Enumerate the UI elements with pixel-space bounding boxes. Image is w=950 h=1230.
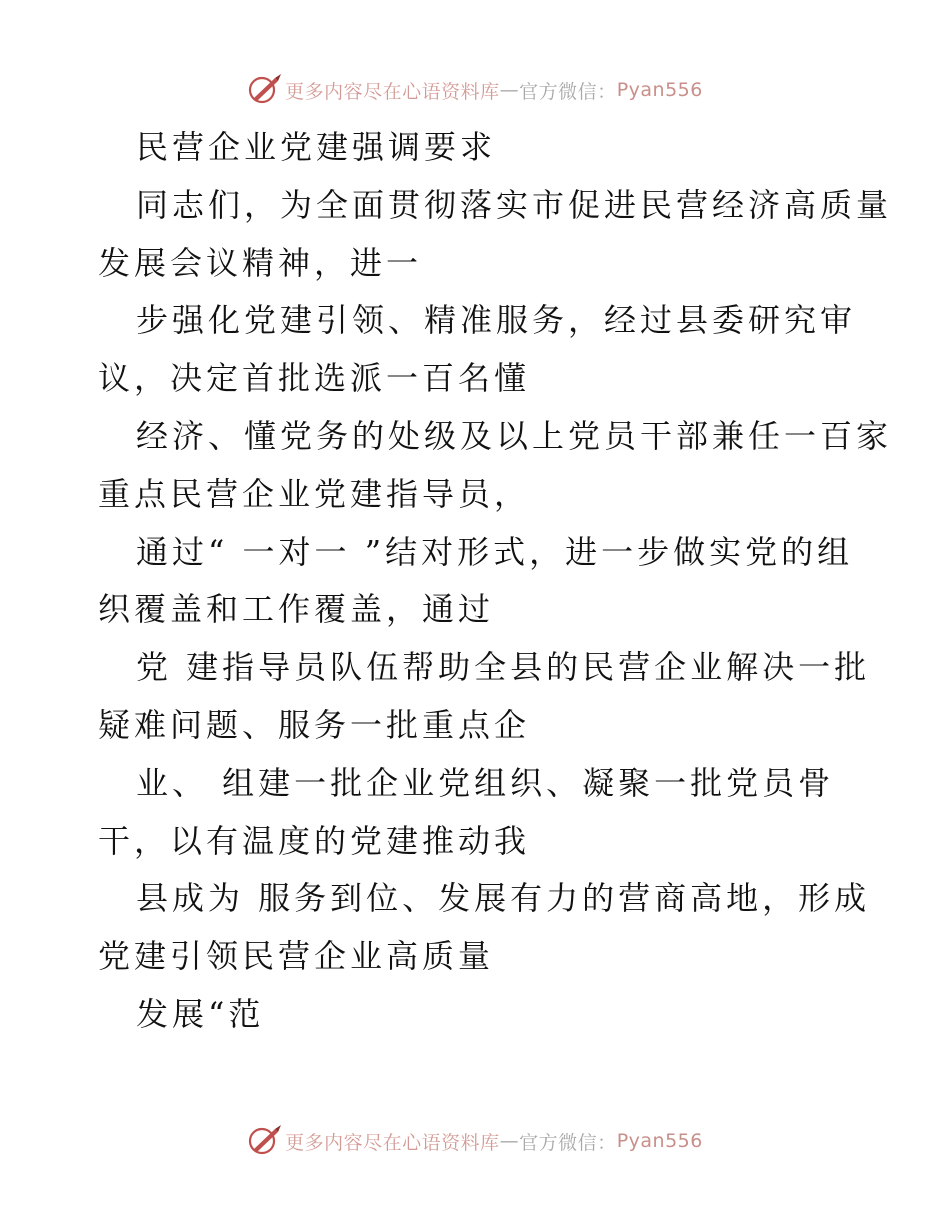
watermark-wechat-label: 官方微信： xyxy=(519,1131,617,1154)
footer-watermark xyxy=(0,1121,950,1161)
text-line: 经济、懂党务的处级及以上党员干部兼任一百家 xyxy=(136,417,893,455)
quill-pen-logo-icon xyxy=(247,1124,283,1158)
text-line: 议，决定首批选派一百名懂 xyxy=(98,359,531,397)
watermark-wechat-id: Pyan556 xyxy=(616,79,703,101)
watermark-separator: — xyxy=(499,79,520,101)
header-watermark xyxy=(0,70,950,110)
text-line: 步强化党建引领、精准服务，经过县委研究审 xyxy=(136,301,857,339)
text-line: 县成为 服务到位、发展有力的营商高地，形成 xyxy=(136,879,871,917)
text-line: 疑难问题、服务一批重点企 xyxy=(98,706,531,744)
text-line: 干，以有温度的党建推动我 xyxy=(98,822,531,860)
watermark-wechat-label: 官方微信： xyxy=(519,80,617,103)
text-line: 重点民营企业党建指导员， xyxy=(98,475,531,513)
watermark-main-text: 更多内容尽在心语资料库 xyxy=(285,80,500,103)
watermark-main-text: 更多内容尽在心语资料库 xyxy=(285,1131,500,1154)
text-line: 织覆盖和工作覆盖，通过 xyxy=(98,590,495,628)
text-line: 发展会议精神，进一 xyxy=(98,244,423,282)
text-line: 发展“范 xyxy=(136,995,265,1033)
text-line: 党建引领民营企业高质量 xyxy=(98,937,495,975)
text-line: 同志们，为全面贯彻落实市促进民营经济高质量 xyxy=(136,186,893,224)
watermark-separator: — xyxy=(499,1130,520,1152)
text-line: 业、 组建一批企业党组织、凝聚一批党员骨 xyxy=(136,764,835,802)
quill-pen-logo-icon xyxy=(247,73,283,107)
text-line: 通过“ 一对一 ”结对形式，进一步做实党的组 xyxy=(136,533,854,571)
watermark-wechat-id: Pyan556 xyxy=(616,1130,703,1152)
text-line: 党 建指导员队伍帮助全县的民营企业解决一批 xyxy=(136,648,871,686)
document-title: 民营企业党建强调要求 xyxy=(136,128,497,166)
